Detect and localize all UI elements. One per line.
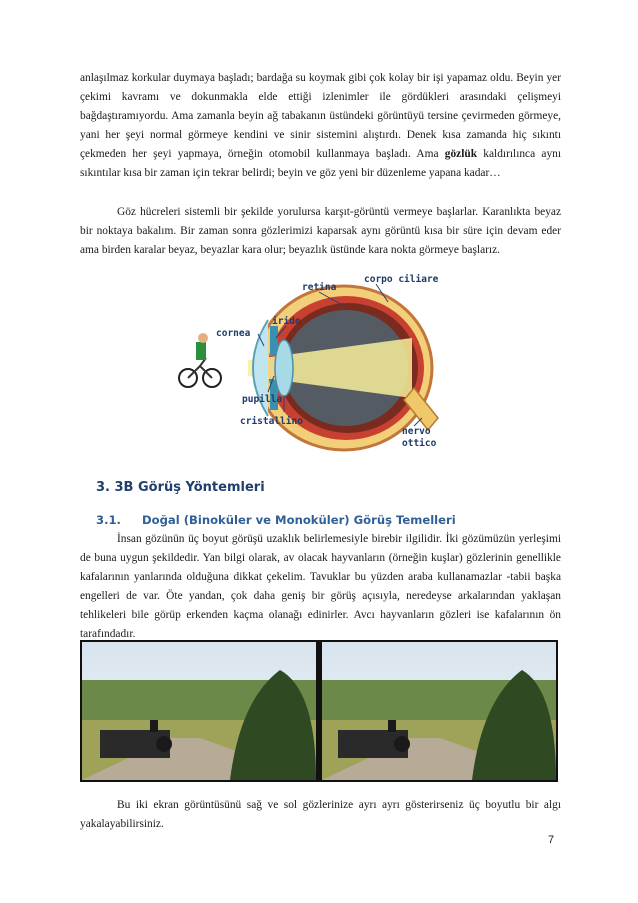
subsection-heading xyxy=(96,513,456,527)
label-pupilla: pupilla xyxy=(242,394,283,405)
label-ottico: ottico xyxy=(402,438,437,449)
label-corpo-ciliare: corpo ciliare xyxy=(364,274,439,285)
cyclist-figure xyxy=(179,333,221,387)
label-iride: iride xyxy=(272,316,301,327)
label-nervo: nervo xyxy=(402,426,431,437)
lens-shape xyxy=(275,340,293,396)
subsection-number: 3.1. xyxy=(96,513,121,527)
paragraph-binocular-vision: İnsan gözünün üç boyut görüşü uzaklık belirlemesiyle birebir ilgilidir. İki gözümüzün yerleşimi de buna uygun şekildedir. Yan bilgi olarak, av olacak hayvanların (örneğin kuşlar) gözlerinin genellikle kafalarının yanlarında olduğuna dikkat çekelim. Tavuklar bu yüzden araba kullanamazlar -tabii başka engelleri de var. Öte yandan, çok daha geniş bir görüş açısıyla, neredeyse arkalarından yaklaşan tehlikeleri bile görüp erkenden kaçma olanağı edinirler. Avcı hayvanların gözleri ise kafalarının ön tarafındadır. xyxy=(80,533,561,640)
paragraph-text: kaldırılınca aynı sıkıntılar kısa bir zaman için tekrar belirdi; beyin ve göz yeni bir düzenleme yapana kadar… xyxy=(80,148,561,179)
stereo-photo-left xyxy=(82,642,316,780)
eye-anatomy-diagram xyxy=(176,268,466,453)
bold-word-gozluk: gözlük xyxy=(444,148,478,160)
section-heading: 3. 3B Görüş Yöntemleri xyxy=(96,480,265,495)
subsection-title: Doğal (Binoküler ve Monoküler) Görüş Temelleri xyxy=(142,513,456,527)
stereo-photo-right xyxy=(322,642,556,780)
label-cornea: cornea xyxy=(216,328,251,339)
page-number: 7 xyxy=(548,834,555,846)
paragraph-text: anlaşılmaz korkular duymaya başladı; bardağa su koymak gibi çok kolay bir işi yapamaz oldu. Beyin yer çekimi kavramı ve dokunmakla elde ettiği izlenimler ile gördükleri arasındaki çelişmeyi bağdaştıramıyordu. Ama zamanla beyin ağ tabakanın üstündeki görüntüyü tersine çevirmeden görmeye, yani her şeyi normal görmeye kendini ve sinir sistemini alıştırdı. Denek kısa zamanda hiç sıkıntı çekmeden her şeyi yapmaya, örneğin otomobil kullanmaya başladı. Ama xyxy=(80,72,561,160)
label-retina: retina xyxy=(302,282,337,293)
stereo-image-pair xyxy=(80,640,558,782)
label-cristallino: cristallino xyxy=(240,416,303,427)
paragraph-stereo-instruction: Bu iki ekran görüntüsünü sağ ve sol gözlerinize ayrı ayrı gösterirseniz üç boyutlu bir algı yakalayabilirsiniz. xyxy=(80,799,561,830)
paragraph-inversion-experiment xyxy=(80,69,561,183)
paragraph-afterimage: Göz hücreleri sistemli bir şekilde yorulursa karşıt-görüntü vermeye başlarlar. Karanlıkta beyaz bir noktaya bakalım. Bir zaman sonra gözlerimizi kaparsak aynı görüntü kısa bir süre için devam eder ama birden karalar beyaz, beyazlar kara olur; beyazlık üstünde kara nokta görmeye başlarız. xyxy=(80,206,561,256)
